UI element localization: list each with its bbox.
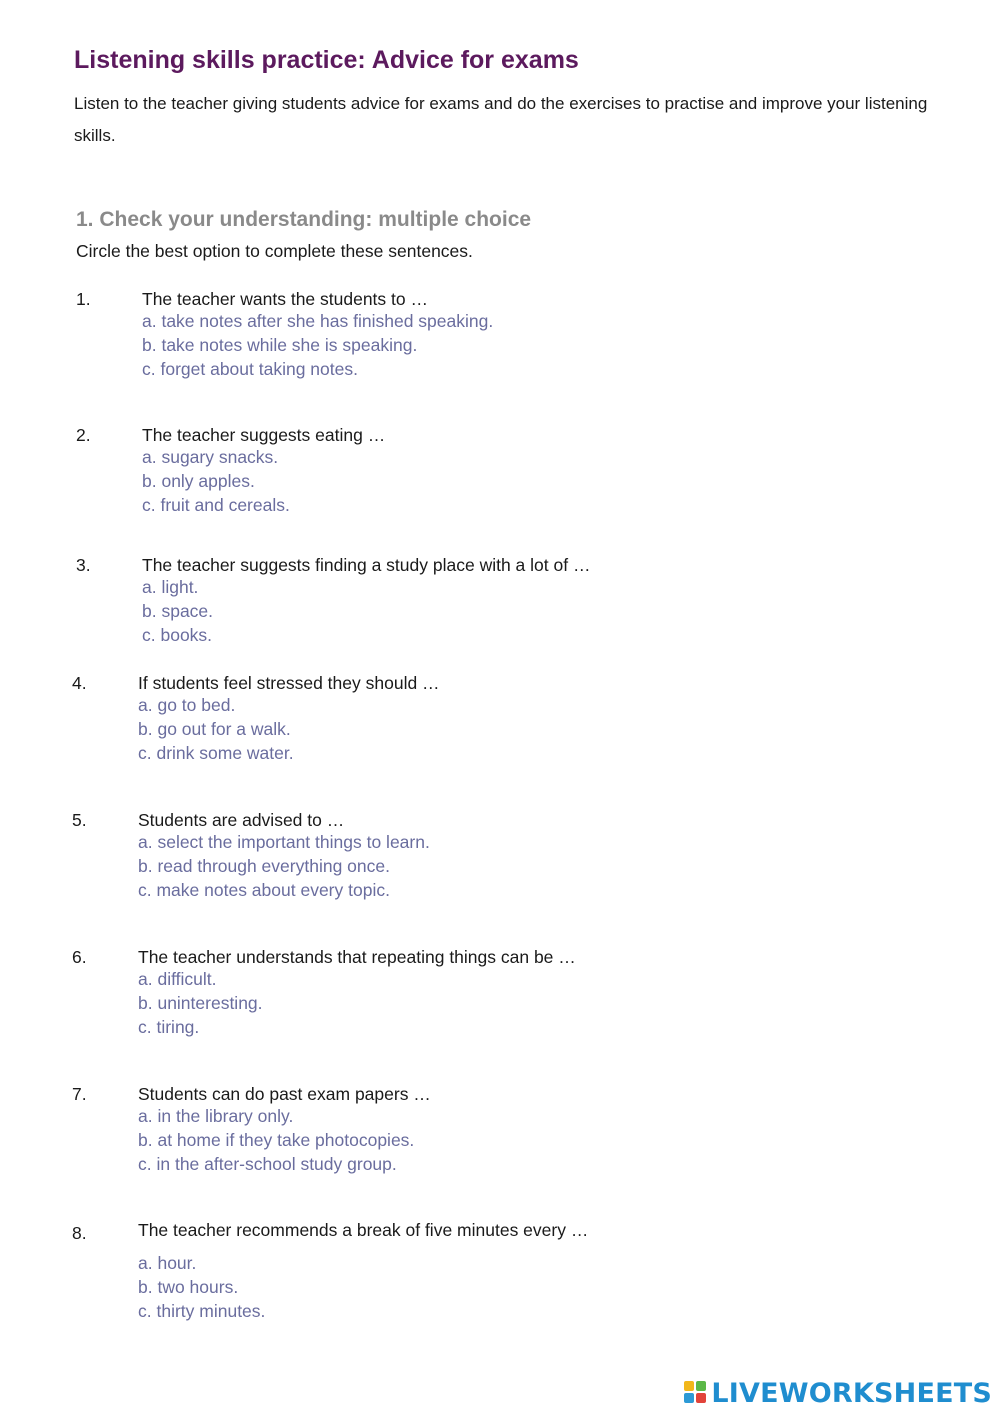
option-c[interactable]: c. drink some water.	[138, 743, 294, 763]
question-number: 5.	[72, 810, 87, 830]
option-a[interactable]: a. in the library only.	[138, 1106, 294, 1126]
question-text: If students feel stressed they should …	[138, 673, 440, 693]
option-a[interactable]: a. sugary snacks.	[142, 447, 279, 467]
question-text: The teacher understands that repeating things can be …	[138, 947, 576, 967]
option-c[interactable]: c. make notes about every topic.	[138, 880, 390, 900]
option-b[interactable]: b. only apples.	[142, 471, 255, 491]
section-title: 1. Check your understanding: multiple choice	[76, 208, 532, 231]
option-c[interactable]: c. books.	[142, 625, 213, 645]
question-text: The teacher wants the students to …	[142, 289, 428, 309]
question-number: 6.	[72, 947, 87, 967]
option-a[interactable]: a. difficult.	[138, 969, 217, 989]
option-b[interactable]: b. at home if they take photocopies.	[138, 1130, 415, 1150]
option-a[interactable]: a. go to bed.	[138, 695, 236, 715]
page-title: Listening skills practice: Advice for exams	[74, 46, 579, 74]
liveworksheets-branding[interactable]	[684, 1376, 992, 1410]
question-text: The teacher recommends a break of five minutes every …	[138, 1220, 589, 1240]
liveworksheets-logo-icon	[684, 1381, 708, 1405]
option-b[interactable]: b. uninteresting.	[138, 993, 263, 1013]
question-number: 1.	[76, 289, 91, 309]
question-text: The teacher suggests eating …	[142, 425, 386, 445]
option-a[interactable]: a. select the important things to learn.	[138, 832, 430, 852]
option-b[interactable]: b. two hours.	[138, 1277, 239, 1297]
option-b[interactable]: b. space.	[142, 601, 214, 621]
section-instruction: Circle the best option to complete these sentences.	[76, 241, 473, 261]
option-c[interactable]: c. thirty minutes.	[138, 1301, 266, 1321]
question-number: 7.	[72, 1084, 87, 1104]
question-text: The teacher suggests finding a study place with a lot of …	[142, 555, 591, 575]
question-number: 8.	[72, 1223, 87, 1243]
question-number: 4.	[72, 673, 87, 693]
option-a[interactable]: a. take notes after she has finished speaking.	[142, 311, 494, 331]
option-a[interactable]: a. light.	[142, 577, 199, 597]
question-number: 2.	[76, 425, 91, 445]
option-c[interactable]: c. in the after-school study group.	[138, 1154, 397, 1174]
question-number: 3.	[76, 555, 91, 575]
intro-text: Listen to the teacher giving students advice for exams and do the exercises to practise and improve your listening skills.	[74, 94, 928, 145]
option-b[interactable]: b. go out for a walk.	[138, 719, 291, 739]
option-b[interactable]: b. take notes while she is speaking.	[142, 335, 418, 355]
option-c[interactable]: c. forget about taking notes.	[142, 359, 358, 379]
option-b[interactable]: b. read through everything once.	[138, 856, 390, 876]
question-text: Students are advised to …	[138, 810, 345, 830]
brand-name: LIVEWORKSHEETS	[711, 1377, 992, 1409]
option-a[interactable]: a. hour.	[138, 1253, 197, 1273]
question-text: Students can do past exam papers …	[138, 1084, 431, 1104]
option-c[interactable]: c. fruit and cereals.	[142, 495, 290, 515]
option-c[interactable]: c. tiring.	[138, 1017, 200, 1037]
